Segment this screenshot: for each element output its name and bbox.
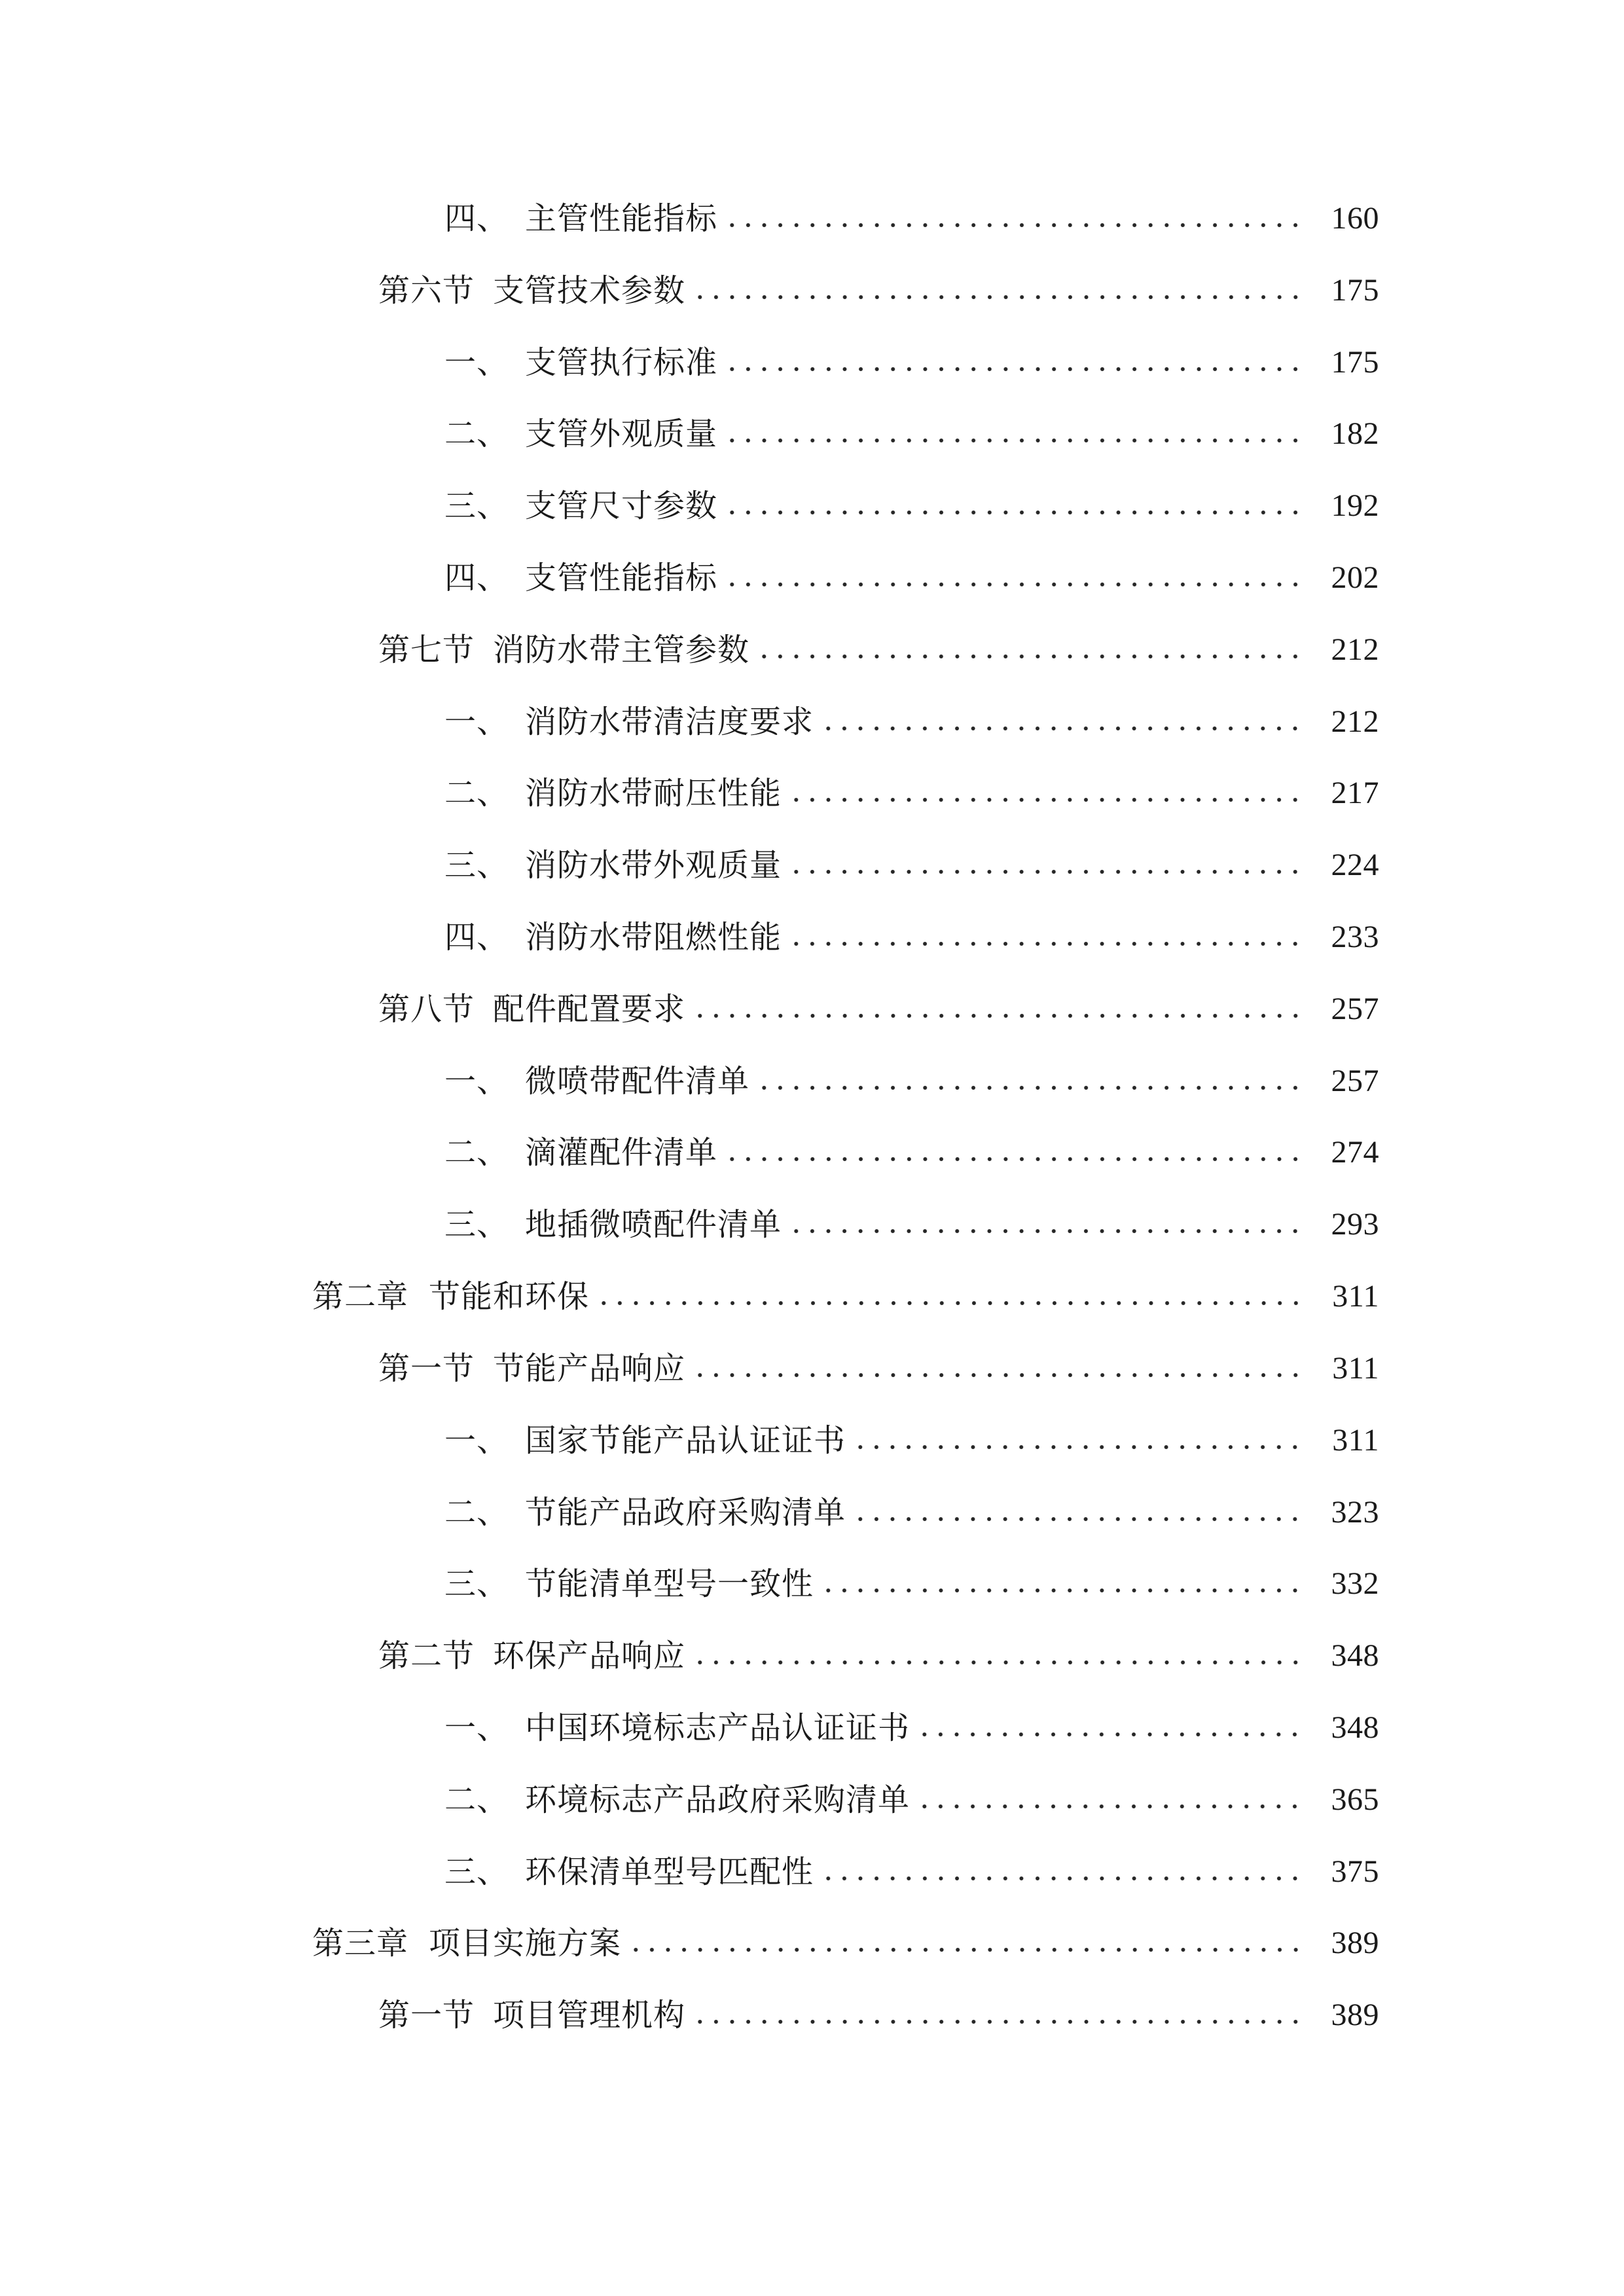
dot-leader: [628, 1946, 1307, 1954]
toc-entry-page: 217: [1331, 776, 1379, 811]
toc-entry-title: 项目实施方案: [429, 1925, 622, 1962]
toc-entry-number: 三、: [444, 847, 509, 884]
toc-entry-number: 一、: [444, 703, 509, 740]
toc-entry-title: 国家节能产品认证证书: [525, 1422, 846, 1459]
toc-subsection-entry: [0, 1692, 1624, 1764]
toc-section-entry: [0, 973, 1624, 1045]
dot-leader: [788, 868, 1307, 876]
toc-entry-title: 支管尺寸参数: [525, 488, 718, 525]
toc-entry-page: 212: [1331, 704, 1379, 739]
toc-entry-page: 375: [1331, 1854, 1379, 1889]
dot-leader: [692, 2018, 1307, 2026]
dot-leader: [788, 1227, 1307, 1235]
toc-entry-page: 293: [1331, 1207, 1379, 1242]
toc-section-entry: [0, 1979, 1624, 2051]
toc-entry-page: 257: [1331, 1063, 1379, 1098]
toc-subsection-entry: [0, 901, 1624, 973]
table-of-contents: [0, 183, 1624, 2051]
toc-entry-number: 二、: [444, 416, 509, 453]
toc-entry-title: 环保产品响应: [493, 1638, 686, 1675]
toc-subsection-entry: [0, 470, 1624, 542]
toc-subsection-entry: [0, 1405, 1624, 1477]
toc-entry-title: 地插微喷配件清单: [525, 1206, 782, 1244]
toc-subsection-entry: [0, 1764, 1624, 1836]
dot-leader: [788, 796, 1307, 804]
toc-entry-title: 中国环境标志产品认证证书: [525, 1709, 911, 1746]
toc-entry-number: 二、: [444, 1494, 509, 1531]
toc-entry-page: 389: [1331, 1926, 1379, 1961]
dot-leader: [916, 1803, 1307, 1810]
toc-entry-page: 202: [1331, 560, 1379, 595]
toc-entry-number: 二、: [444, 1134, 509, 1172]
toc-entry-title: 环保清单型号匹配性: [525, 1853, 814, 1890]
dot-leader: [756, 653, 1307, 660]
toc-entry-number: 第一节: [378, 1350, 475, 1387]
toc-entry-page: 323: [1331, 1494, 1379, 1530]
toc-entry-number: 第六节: [378, 272, 475, 309]
toc-chapter-entry: [0, 1261, 1624, 1333]
toc-entry-page: 224: [1331, 848, 1379, 883]
toc-entry-number: 一、: [444, 1422, 509, 1459]
toc-entry-title: 配件配置要求: [493, 990, 686, 1028]
toc-entry-page: 348: [1331, 1638, 1379, 1674]
toc-entry-title: 支管执行标准: [525, 344, 718, 381]
dot-leader: [724, 581, 1307, 588]
toc-entry-number: 第二章: [312, 1278, 409, 1316]
toc-entry-title: 消防水带耐压性能: [525, 775, 782, 812]
dot-leader: [820, 1587, 1307, 1594]
toc-subsection-entry: [0, 1117, 1624, 1189]
toc-entry-title: 支管性能指标: [525, 559, 718, 596]
toc-entry-title: 节能清单型号一致性: [525, 1566, 814, 1603]
dot-leader: [724, 437, 1307, 444]
toc-entry-page: 348: [1331, 1710, 1379, 1745]
toc-subsection-entry: [0, 327, 1624, 399]
toc-subsection-entry: [0, 1045, 1624, 1117]
toc-entry-title: 消防水带阻燃性能: [525, 919, 782, 956]
toc-entry-title: 项目管理机构: [493, 1997, 686, 2034]
toc-entry-title: 环境标志产品政府采购清单: [525, 1781, 911, 1818]
dot-leader: [820, 725, 1307, 732]
toc-entry-number: 第三章: [312, 1925, 409, 1962]
dot-leader: [724, 221, 1307, 229]
toc-entry-title: 支管技术参数: [493, 272, 686, 309]
toc-entry-number: 二、: [444, 1781, 509, 1818]
toc-entry-number: 四、: [444, 559, 509, 596]
dot-leader: [852, 1443, 1307, 1451]
toc-entry-number: 一、: [444, 1062, 509, 1100]
toc-subsection-entry: [0, 829, 1624, 901]
toc-entry-page: 365: [1331, 1782, 1379, 1817]
toc-subsection-entry: [0, 1548, 1624, 1620]
dot-leader: [724, 365, 1307, 373]
toc-entry-number: 一、: [444, 344, 509, 381]
toc-entry-title: 支管外观质量: [525, 416, 718, 453]
toc-subsection-entry: [0, 542, 1624, 614]
dot-leader: [692, 293, 1307, 301]
dot-leader: [788, 940, 1307, 948]
toc-entry-page: 332: [1331, 1566, 1379, 1602]
toc-entry-number: 三、: [444, 1566, 509, 1603]
toc-section-entry: [0, 255, 1624, 327]
toc-entry-number: 第七节: [378, 631, 475, 668]
dot-leader: [692, 1371, 1307, 1379]
toc-entry-title: 节能和环保: [429, 1278, 590, 1316]
toc-subsection-entry: [0, 1477, 1624, 1549]
toc-entry-number: 第八节: [378, 990, 475, 1028]
toc-subsection-entry: [0, 758, 1624, 830]
toc-entry-page: 311: [1332, 1350, 1379, 1386]
toc-subsection-entry: [0, 1836, 1624, 1908]
dot-leader: [724, 509, 1307, 516]
toc-subsection-entry: [0, 1189, 1624, 1261]
toc-entry-page: 389: [1331, 1998, 1379, 2033]
toc-entry-title: 消防水带主管参数: [493, 631, 750, 668]
toc-entry-page: 233: [1331, 920, 1379, 955]
toc-entry-page: 257: [1331, 991, 1379, 1026]
toc-entry-page: 175: [1331, 272, 1379, 308]
toc-entry-number: 三、: [444, 488, 509, 525]
toc-entry-page: 160: [1331, 200, 1379, 236]
toc-entry-page: 274: [1331, 1135, 1379, 1170]
toc-entry-page: 192: [1331, 488, 1379, 524]
toc-entry-page: 212: [1331, 632, 1379, 667]
dot-leader: [692, 1659, 1307, 1666]
toc-subsection-entry: [0, 686, 1624, 758]
toc-section-entry: [0, 1333, 1624, 1405]
toc-entry-title: 节能产品政府采购清单: [525, 1494, 846, 1531]
toc-entry-page: 182: [1331, 416, 1379, 452]
toc-entry-number: 三、: [444, 1206, 509, 1244]
toc-entry-title: 微喷带配件清单: [525, 1062, 750, 1100]
toc-entry-number: 三、: [444, 1853, 509, 1890]
toc-chapter-entry: [0, 1908, 1624, 1980]
toc-entry-title: 消防水带清洁度要求: [525, 703, 814, 740]
dot-leader: [852, 1515, 1307, 1523]
toc-section-entry: [0, 614, 1624, 686]
toc-entry-page: 311: [1332, 1279, 1379, 1314]
toc-entry-page: 175: [1331, 344, 1379, 380]
dot-leader: [916, 1731, 1307, 1738]
toc-entry-number: 第一节: [378, 1997, 475, 2034]
toc-entry-title: 节能产品响应: [493, 1350, 686, 1387]
toc-entry-number: 四、: [444, 919, 509, 956]
toc-entry-number: 二、: [444, 775, 509, 812]
dot-leader: [820, 1874, 1307, 1882]
toc-entry-number: 一、: [444, 1709, 509, 1746]
dot-leader: [596, 1299, 1307, 1307]
toc-entry-title: 消防水带外观质量: [525, 847, 782, 884]
toc-entry-number: 第二节: [378, 1638, 475, 1675]
dot-leader: [692, 1012, 1307, 1020]
dot-leader: [724, 1155, 1307, 1163]
toc-subsection-entry: [0, 183, 1624, 255]
toc-entry-page: 311: [1332, 1422, 1379, 1458]
toc-entry-number: 四、: [444, 200, 509, 237]
toc-entry-title: 滴灌配件清单: [525, 1134, 718, 1172]
toc-entry-title: 主管性能指标: [525, 200, 718, 237]
toc-section-entry: [0, 1620, 1624, 1692]
toc-subsection-entry: [0, 398, 1624, 470]
dot-leader: [756, 1084, 1307, 1092]
